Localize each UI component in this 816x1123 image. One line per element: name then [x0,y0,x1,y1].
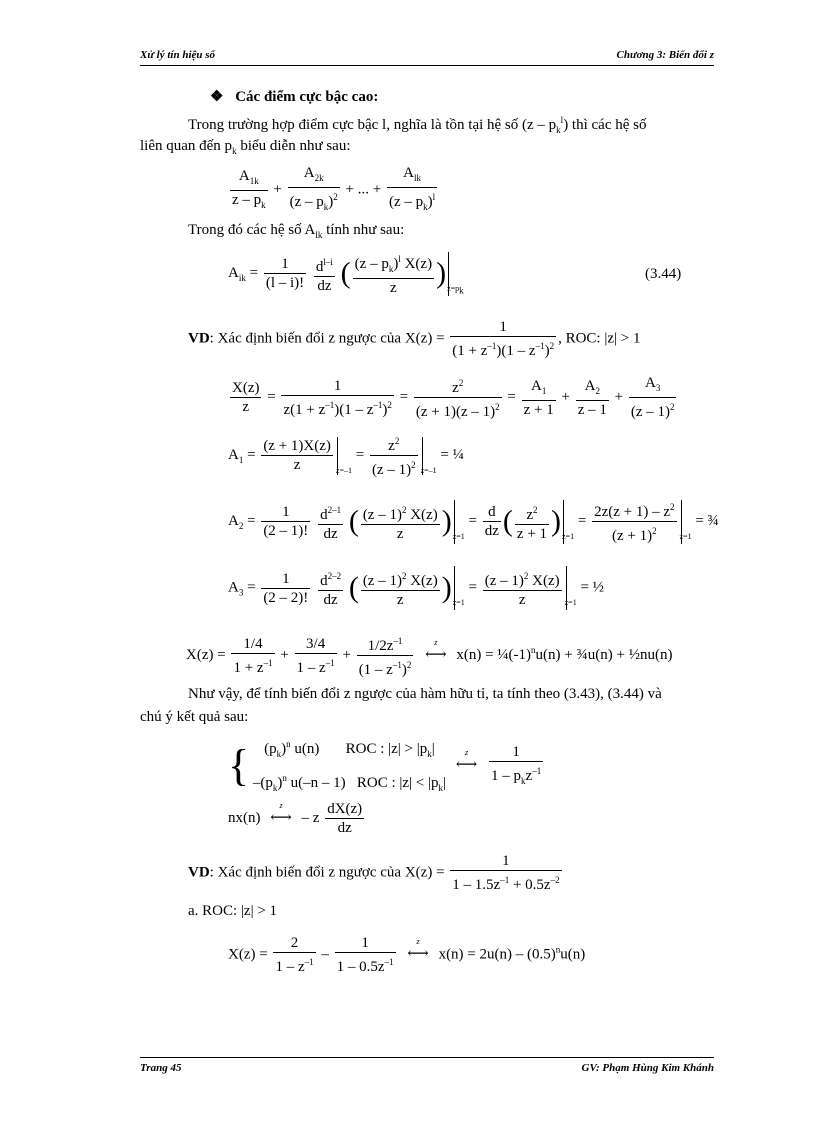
paragraph-1-line-2: liên quan đến $p_k$ biểu diễn như sau: [140,138,351,156]
part-a-label: a. ROC: |z| > 1 [188,903,278,919]
equation-a2: $A_2$ = $\frac{1}{(2 - 1)!}$ $\frac{d^{2-1}}{dz}$ ( $\frac{(z - 1)^2 X(z)}{z}$ )$_{z=1}$ = $\frac{d}{dz}$ ( $\frac{z^2}{z + 1}$ )$_{z=1}$ = $\frac{2z(z + 1) - z^2}{(z + 1)^2}$ $_{z=1}$ = ¾ [228,498,719,545]
transform-nx: nx(n) ⟷ z – z $\frac{dX(z)}{dz}$ [228,800,363,836]
equation-result-1: X(z) = $\frac{1/4}{1 + z^{-1}}$ + $\frac{3/4}{1 - z^{-1}}$ + $\frac{1/2z^{-1}}{(1 - z^{-1})^2}$ ⟷ z $x(n) = \frac{1}{4}(-1)^nu(n)$ + ¾u(n) + ½nu(n) [186,632,672,679]
section-title [210,87,378,106]
equation-xz-over-z: $\frac{X(z)}{z}$ = $\frac{1}{z(1 + z^{-1})(1 - z^{-1})^2}$ = $\frac{z^2}{(z + 1)(z - 1)^2}$ = $\frac{A_1}{z + 1}$ + $\frac{A_2}{z - 1}$ + $\frac{A_3}{(z - 1)^2}$ [232,375,675,420]
a1-value: = ¼ [440,446,464,463]
text: biểu diễn như sau: [236,138,351,154]
z-transform-arrow-icon: ⟷ z [270,800,292,826]
text: tính như sau: [322,222,405,238]
equation-expansion: $\frac{A_{1k}}{z - p_k}$ + $\frac{A_{2k}}{(z - p_k)^2}$ + ... + $\frac{A_{lk}}{(z - p_k)^l}$ [232,165,436,212]
footer-left: Trang 45 [140,1062,182,1074]
paragraph-2: Trong đó các hệ số $A_{lk}$ tính như sau: [188,222,405,240]
left-brace-icon: { [228,741,250,790]
z-transform-arrow-icon: ⟷ z [407,937,429,963]
header-rule [140,65,714,66]
text: : Xác định biến đổi z ngược của X(z) = [209,330,449,347]
transform-pairs: { $(p_k)^n$ u(n) ROC : $|z| > |p_k|$ $-(p_k)^n$ u(–n – 1) ROC : $|z| < |p_k|$ ⟷ z $\frac{1}{1 - p_kz^{-1}}$ [228,739,542,793]
equation-a3: $A_3$ = $\frac{1}{(2 - 2)!}$ $\frac{d^{2-2}}{dz}$ ( $\frac{(z - 1)^2 X(z)}{z}$ )$_{z=1}$ = $\frac{(z - 1)^2 X(z)}{z}$ $_{z=1}$ = ½ [228,566,604,610]
text: Trong trường hợp điểm cực bậc l, nghĩa là tồn tại hệ số (z – p [188,117,557,133]
header-left: Xử lý tín hiệu số [140,49,216,61]
text: u(n) [560,946,586,963]
text: Trong đó các hệ số A [188,222,316,238]
text: ) thì các hệ số [563,117,647,133]
a3-value: = ½ [580,579,604,596]
equation-number: (3.44) [645,266,682,282]
text: x(n) = ¼(-1) [456,646,532,663]
footer-rule [140,1057,714,1058]
example-label: VD [188,330,210,347]
example-label: VD [188,864,210,881]
text: x(n) = 2u(n) – (0.5) [438,946,556,963]
paragraph-3-line-1: Như vậy, để tính biến đổi z ngược của hàm hữu tỉ, ta tính theo (3.43), (3.44) và [188,686,662,702]
example-1: VD: Xác định biến đổi z ngược của X(z) = $\frac{1}{(1 + z^{-1})(1 - z^{-1})^2}$ , ROC: |z| > 1 [188,319,641,359]
z-transform-arrow-icon: ⟷ z [425,637,447,663]
header-right: Chương 3: Biến đổi z [616,49,714,61]
z-transform-arrow-icon: ⟷ z [455,748,478,774]
diamond-bullet-icon: ❖ [210,89,224,105]
a2-value: = ¾ [695,512,719,529]
equation-part-a: X(z) = $\frac{2}{1 - z^{-1}}$ – $\frac{1}{1 - 0.5z^{-1}}$ ⟷ z $x(n) = 2u(n) - (0.5)^nu(n)$ [228,935,586,975]
equation-a1: $A_1$ = $\frac{(z + 1)X(z)}{z}$ $_{z=-1}$ = $\frac{z^2}{(z - 1)^2}$ $_{z=-1}$ = ¼ [228,432,464,479]
text: ROC : |z| > |p [345,741,428,757]
section-title-text: Các điểm cực bậc cao: [235,89,379,105]
text: ROC : |z| < |p [356,775,439,791]
footer-right: GV: Phạm Hùng Kim Khánh [581,1062,714,1074]
text: : Xác định biến đổi z ngược của X(z) = [209,864,449,881]
example-2: VD: Xác định biến đổi z ngược của X(z) = $\frac{1}{1 - 1.5z^{-1} + 0.5z^{-2}}$ [188,853,560,893]
equation-3-44: $A_{ik}$ = $\frac{1}{(l - i)!}$ $\frac{d^{l-i}}{dz}$ ( $\frac{(z - p_k)^l X(z)}{z}$ )$_{z=p_k}$ [228,250,464,297]
text: u(n) + ¾u(n) + ½nu(n) [535,646,673,663]
text: , ROC: |z| > 1 [558,330,641,347]
text: liên quan đến p [140,138,233,154]
paragraph-3-line-2: chú ý kết quả sau: [140,709,249,725]
paragraph-1-line-1: Trong trường hợp điểm cực bậc l, nghĩa là tồn tại hệ số $(z - p_k^l)$ thì các hệ số [188,115,647,135]
